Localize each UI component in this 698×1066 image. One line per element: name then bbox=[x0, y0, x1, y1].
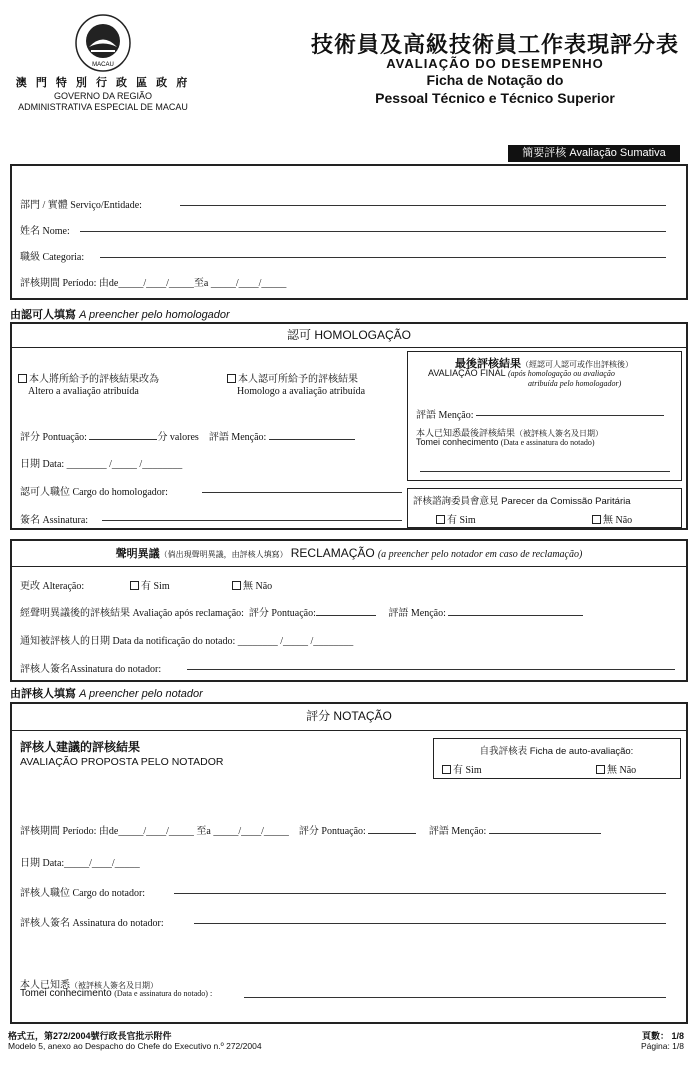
assinatura-label: 評核人簽名 Assinatura do notador: bbox=[20, 918, 164, 929]
altero-option[interactable] bbox=[18, 374, 159, 398]
tomei-pt-note: (Data e assinatura do notado) : bbox=[114, 989, 213, 998]
cargo-field[interactable] bbox=[174, 884, 666, 894]
reclamacao-cn: 聲明異議 bbox=[115, 548, 160, 560]
gov-name-cn: 澳 門 特 別 行 政 區 政 府 bbox=[15, 77, 191, 89]
final-pt-note2: atribuída pelo homologador) bbox=[528, 379, 622, 388]
pontuacao-label: 評分 Pontuação: bbox=[298, 826, 366, 837]
reclamacao-header bbox=[12, 541, 686, 567]
assinatura-field[interactable] bbox=[187, 660, 675, 670]
tomei-cn-note: （被評核人簽名及日期） bbox=[515, 429, 604, 438]
title-pt1: AVALIAÇÃO DO DESEMPENHO bbox=[386, 56, 604, 71]
checkbox[interactable] bbox=[227, 374, 236, 383]
pontuacao-row[interactable] bbox=[20, 428, 355, 443]
notacao-section-label bbox=[10, 685, 203, 701]
checkbox[interactable] bbox=[592, 515, 601, 524]
footer-pagina-cn: 頁數： 1/8 bbox=[641, 1031, 684, 1041]
nome-field[interactable] bbox=[80, 222, 666, 232]
servico-field[interactable] bbox=[180, 196, 666, 206]
parecer-sim[interactable] bbox=[436, 511, 476, 526]
assinatura-field[interactable] bbox=[194, 914, 666, 924]
final-mencao-label: 評語 Menção: bbox=[416, 410, 474, 421]
proposta-cn: 評核人建議的評核結果 bbox=[20, 740, 141, 754]
cargo-field[interactable] bbox=[202, 483, 402, 493]
tomei-pt-label: Tomei conhecimento bbox=[416, 437, 499, 447]
checkbox[interactable] bbox=[18, 374, 27, 383]
tomei-pt-label: Tomei conhecimento bbox=[20, 988, 112, 999]
tomei-cn-label: 本人已知悉最後評核結果 bbox=[416, 428, 516, 438]
footer-pagina-pt: Página: 1/8 bbox=[640, 1041, 684, 1051]
pontuacao-label: 評分 Pontuação: bbox=[20, 432, 87, 443]
gov-name-pt1: GOVERNO DA REGIÃO bbox=[53, 91, 153, 101]
mencao-label: 評語 Menção: bbox=[388, 608, 446, 619]
homolog-section-label bbox=[10, 306, 230, 322]
homologo-cn: 本人認可所給予的評核結果 bbox=[238, 374, 358, 385]
parecer-label: 評核諮詢委員會意見 Parecer da Comissão Paritária bbox=[413, 496, 631, 507]
reclamacao-note: （倘出現聲明異議，由評核人填寫） bbox=[159, 550, 288, 559]
nome-label: 姓名 Nome: bbox=[20, 226, 70, 237]
valores-label: 分 valores bbox=[157, 432, 199, 443]
cargo-label: 評核人職位 Cargo do notador: bbox=[20, 888, 146, 899]
auto-avaliacao-box bbox=[433, 738, 681, 779]
checkbox[interactable] bbox=[130, 581, 139, 590]
homolog-label-pt: A preencher pelo homologador bbox=[79, 309, 230, 321]
data-field[interactable]: 日期 Data:_____/____/_____ bbox=[20, 858, 140, 869]
checkbox[interactable] bbox=[232, 581, 241, 590]
reclamacao-pt-note: (a preencher pelo notador em caso de reclamação) bbox=[377, 549, 583, 560]
nao-label: 無 Não bbox=[243, 581, 273, 592]
identity-section bbox=[10, 164, 688, 300]
categoria-label: 職級 Categoria: bbox=[20, 252, 85, 263]
final-pt-label: AVALIAÇÃO FINAL bbox=[428, 368, 506, 378]
auto-label: 自我評核表 Ficha de auto-avaliação: bbox=[479, 746, 634, 757]
title-pt3: Pessoal Técnico e Técnico Superior bbox=[375, 90, 615, 106]
tomei-signature-field[interactable] bbox=[420, 462, 670, 472]
homolog-label-cn: 由認可人填寫 bbox=[10, 309, 76, 321]
sim-label: 有 Sim bbox=[447, 515, 476, 526]
final-cn-note: （經認可人認可或作出評核後） bbox=[521, 360, 633, 369]
servico-label: 部門 / 實體 Serviço/Entidade: bbox=[20, 200, 142, 211]
nao-label: 無 Não bbox=[603, 515, 633, 526]
final-pt bbox=[428, 368, 615, 378]
mencao-label: 評語 Menção: bbox=[208, 432, 267, 443]
homologacao-header: 認可 HOMOLOGAÇÃO bbox=[12, 324, 686, 348]
proposta-pt: AVALIAÇÃO PROPOSTA PELO NOTADOR bbox=[20, 756, 224, 768]
title-pt2: Ficha de Notação do bbox=[426, 72, 564, 88]
pontuacao-label: 評分 Pontuação: bbox=[248, 608, 316, 619]
auto-sim[interactable] bbox=[442, 761, 482, 776]
notacao-section bbox=[10, 702, 688, 1024]
homologo-option[interactable] bbox=[227, 374, 365, 398]
cargo-label: 認可人職位 Cargo do homologador: bbox=[20, 487, 168, 498]
mencao-label: 評語 Menção: bbox=[428, 826, 487, 837]
apos-label: 經聲明異議後的評核結果 Avaliação após reclamação: bbox=[20, 608, 244, 619]
final-mencao-field[interactable] bbox=[476, 406, 664, 416]
tomei-pt bbox=[416, 437, 595, 447]
periodo-field: 評核期間 Período: 由de_____/____/_____ 至a _____/____/_____ bbox=[20, 826, 289, 837]
altero-cn: 本人將所給予的評核結果改為 bbox=[29, 374, 159, 385]
alteracao-nao[interactable] bbox=[232, 577, 272, 592]
parecer-box bbox=[407, 488, 682, 528]
apos-row[interactable] bbox=[20, 604, 583, 619]
periodo-field[interactable]: 評核期間 Período: 由de_____/____/_____至a _____/____/_____ bbox=[20, 278, 287, 289]
summary-badge: 簡要評核 Avaliação Sumativa bbox=[508, 145, 680, 162]
notacao-label-cn: 由評核人填寫 bbox=[10, 688, 76, 700]
data-field[interactable]: 日期 Data: ________ /_____ /________ bbox=[20, 459, 183, 470]
alteracao-label: 更改 Alteração: bbox=[20, 581, 85, 592]
altero-pt: Altero a avaliação atribuída bbox=[28, 386, 139, 397]
categoria-field[interactable] bbox=[100, 248, 666, 258]
alteracao-sim[interactable] bbox=[130, 577, 170, 592]
assinatura-field[interactable] bbox=[102, 511, 402, 521]
gov-name-pt2: ADMINISTRATIVA ESPECIAL DE MACAU bbox=[18, 102, 188, 112]
tomei-cn-label: 本人已知悉 bbox=[20, 980, 70, 991]
tomei-pt-note: (Data e assinatura do notado) bbox=[500, 438, 595, 447]
tomei-signature-field[interactable] bbox=[244, 988, 666, 998]
sim-label: 有 Sim bbox=[141, 581, 170, 592]
auto-nao[interactable] bbox=[596, 761, 636, 776]
nao-label: 無 Não bbox=[607, 765, 637, 776]
macau-seal bbox=[74, 14, 132, 72]
title-cn: 技術員及高級技術員工作表現評分表 bbox=[310, 32, 679, 57]
homologo-pt: Homologo a avaliação atribuída bbox=[237, 386, 366, 397]
final-cn: 最後評核結果 bbox=[455, 358, 521, 370]
reclamacao-section bbox=[10, 539, 688, 682]
assinatura-label: 評核人簽名Assinatura do notador: bbox=[20, 664, 162, 675]
notacao-header: 評分 NOTAÇÃO bbox=[12, 704, 686, 731]
notacao-label-pt: A preencher pelo notador bbox=[79, 688, 203, 700]
checkbox[interactable] bbox=[596, 765, 605, 774]
sim-label: 有 Sim bbox=[453, 765, 482, 776]
svg-text:MACAU: MACAU bbox=[92, 62, 114, 68]
avaliacao-final-box bbox=[407, 351, 682, 481]
reclamacao-pt: RECLAMAÇÃO bbox=[290, 546, 375, 560]
parecer-nao[interactable] bbox=[592, 511, 632, 526]
notificacao-field[interactable]: 通知被評核人的日期 Data da notificação do notado: ________ /_____ /________ bbox=[20, 636, 354, 647]
assinatura-label: 簽名 Assinatura: bbox=[20, 515, 89, 526]
homologacao-section bbox=[10, 322, 688, 530]
footer-modelo-cn: 格式五，第272/2004號行政長官批示附件 bbox=[8, 1031, 172, 1041]
tomei-cn-note: （被評核人簽名及日期） bbox=[70, 981, 158, 990]
checkbox[interactable] bbox=[442, 765, 451, 774]
footer-modelo-pt: Modelo 5, anexo ao Despacho do Chefe do Executivo n.º 272/2004 bbox=[8, 1041, 262, 1051]
tomei-pt bbox=[20, 988, 212, 999]
notacao-periodo-row[interactable] bbox=[20, 822, 601, 837]
checkbox[interactable] bbox=[436, 515, 445, 524]
final-pt-note1: (após homologação ou avaliação bbox=[507, 369, 615, 378]
